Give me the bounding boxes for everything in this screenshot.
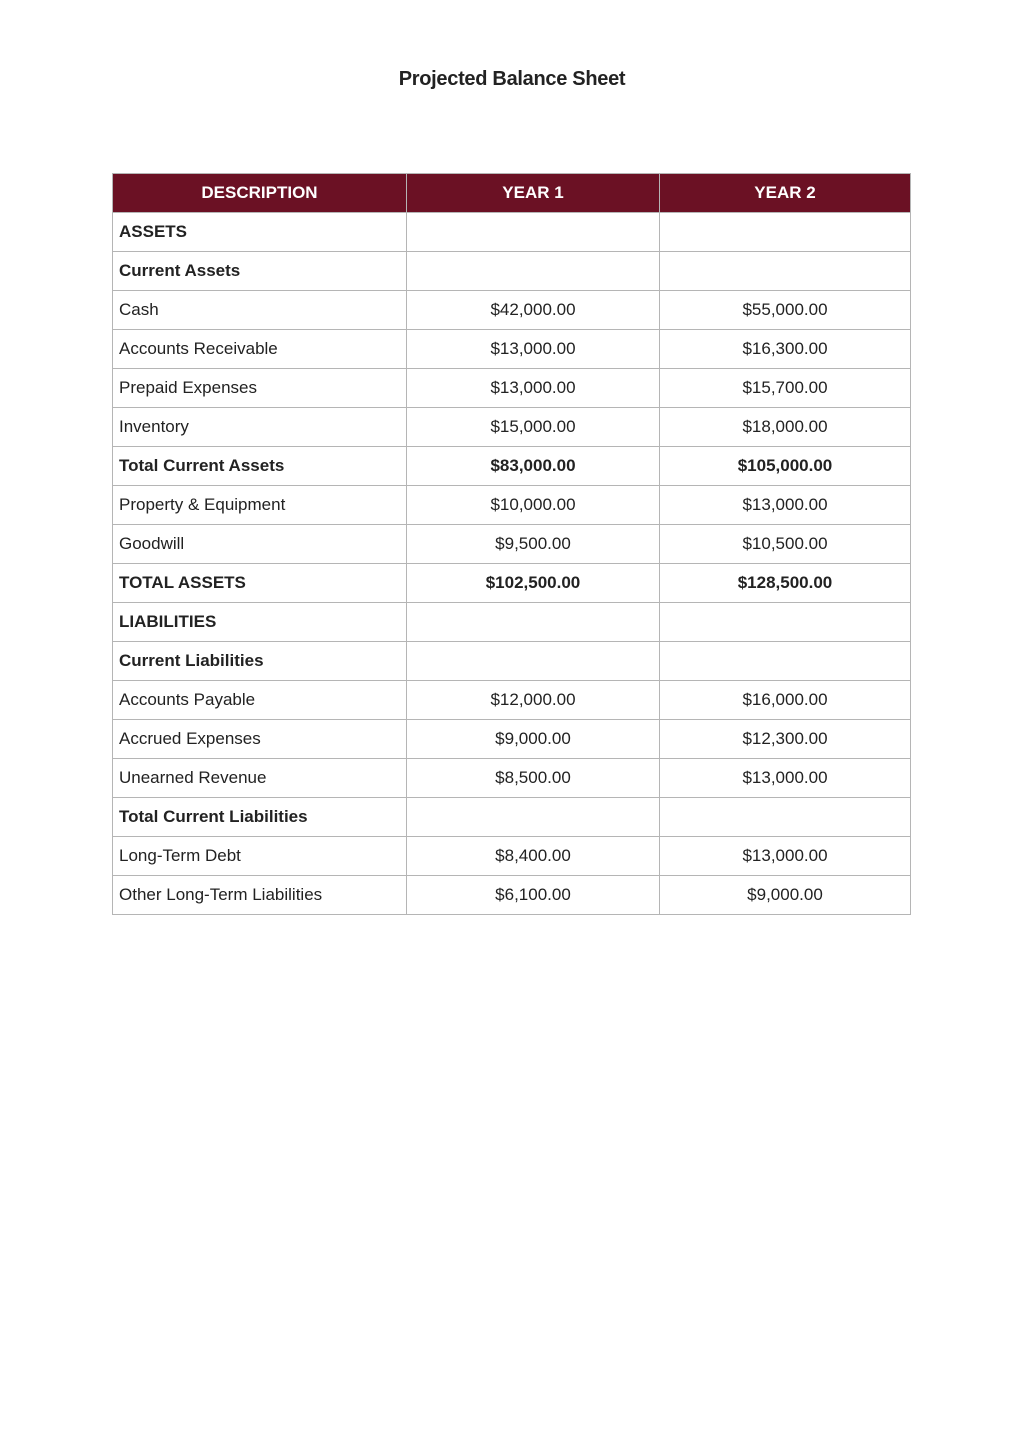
row-description: Total Current Assets: [113, 447, 407, 486]
table-row: [113, 564, 911, 603]
row-year-1: $6,100.00: [407, 876, 660, 915]
row-year-1: [407, 603, 660, 642]
row-year-1: [407, 252, 660, 291]
row-year-1: $10,000.00: [407, 486, 660, 525]
row-year-1: $13,000.00: [407, 330, 660, 369]
row-description: Prepaid Expenses: [113, 369, 407, 408]
row-year-2: $15,700.00: [660, 369, 911, 408]
table-row: [113, 642, 911, 681]
table-row: [113, 252, 911, 291]
header-row: [113, 174, 911, 213]
table-row: [113, 486, 911, 525]
row-year-2: [660, 213, 911, 252]
balance-sheet-table: [112, 173, 911, 915]
row-year-1: [407, 798, 660, 837]
table-row: [113, 603, 911, 642]
row-year-2: $55,000.00: [660, 291, 911, 330]
row-year-1: $8,400.00: [407, 837, 660, 876]
row-year-2: $18,000.00: [660, 408, 911, 447]
table-row: [113, 798, 911, 837]
table-row: [113, 213, 911, 252]
row-year-2: $16,300.00: [660, 330, 911, 369]
table-row: [113, 369, 911, 408]
row-description: Unearned Revenue: [113, 759, 407, 798]
row-description: Long-Term Debt: [113, 837, 407, 876]
row-year-2: [660, 252, 911, 291]
table-row: [113, 720, 911, 759]
row-year-2: $12,300.00: [660, 720, 911, 759]
row-description: ASSETS: [113, 213, 407, 252]
row-description: Accounts Payable: [113, 681, 407, 720]
table-row: [113, 525, 911, 564]
row-description: LIABILITIES: [113, 603, 407, 642]
header-description: DESCRIPTION: [113, 174, 407, 213]
table-row: [113, 408, 911, 447]
row-year-2: $10,500.00: [660, 525, 911, 564]
row-year-2: $128,500.00: [660, 564, 911, 603]
table-row: [113, 330, 911, 369]
row-year-2: $9,000.00: [660, 876, 911, 915]
row-description: Accrued Expenses: [113, 720, 407, 759]
row-description: TOTAL ASSETS: [113, 564, 407, 603]
header-year-2: YEAR 2: [660, 174, 911, 213]
row-year-2: $16,000.00: [660, 681, 911, 720]
table-row: [113, 876, 911, 915]
table-row: [113, 759, 911, 798]
table-row: [113, 837, 911, 876]
table-row: [113, 447, 911, 486]
row-year-1: $102,500.00: [407, 564, 660, 603]
row-description: Cash: [113, 291, 407, 330]
row-year-1: $42,000.00: [407, 291, 660, 330]
row-year-1: $9,000.00: [407, 720, 660, 759]
row-description: Other Long-Term Liabilities: [113, 876, 407, 915]
row-year-2: $13,000.00: [660, 486, 911, 525]
table-row: [113, 291, 911, 330]
table-row: [113, 681, 911, 720]
row-year-1: [407, 642, 660, 681]
row-year-1: $13,000.00: [407, 369, 660, 408]
row-description: Property & Equipment: [113, 486, 407, 525]
row-description: Current Assets: [113, 252, 407, 291]
row-year-1: $12,000.00: [407, 681, 660, 720]
row-description: Accounts Receivable: [113, 330, 407, 369]
row-description: Goodwill: [113, 525, 407, 564]
row-year-2: $13,000.00: [660, 837, 911, 876]
header-year-1: YEAR 1: [407, 174, 660, 213]
row-year-1: $15,000.00: [407, 408, 660, 447]
row-year-2: [660, 642, 911, 681]
row-description: Total Current Liabilities: [113, 798, 407, 837]
row-year-1: $83,000.00: [407, 447, 660, 486]
row-year-2: [660, 603, 911, 642]
row-description: Current Liabilities: [113, 642, 407, 681]
row-year-1: $9,500.00: [407, 525, 660, 564]
row-description: Inventory: [113, 408, 407, 447]
row-year-2: $13,000.00: [660, 759, 911, 798]
row-year-2: $105,000.00: [660, 447, 911, 486]
row-year-1: $8,500.00: [407, 759, 660, 798]
row-year-2: [660, 798, 911, 837]
page-title: Projected Balance Sheet: [398, 68, 626, 90]
row-year-1: [407, 213, 660, 252]
